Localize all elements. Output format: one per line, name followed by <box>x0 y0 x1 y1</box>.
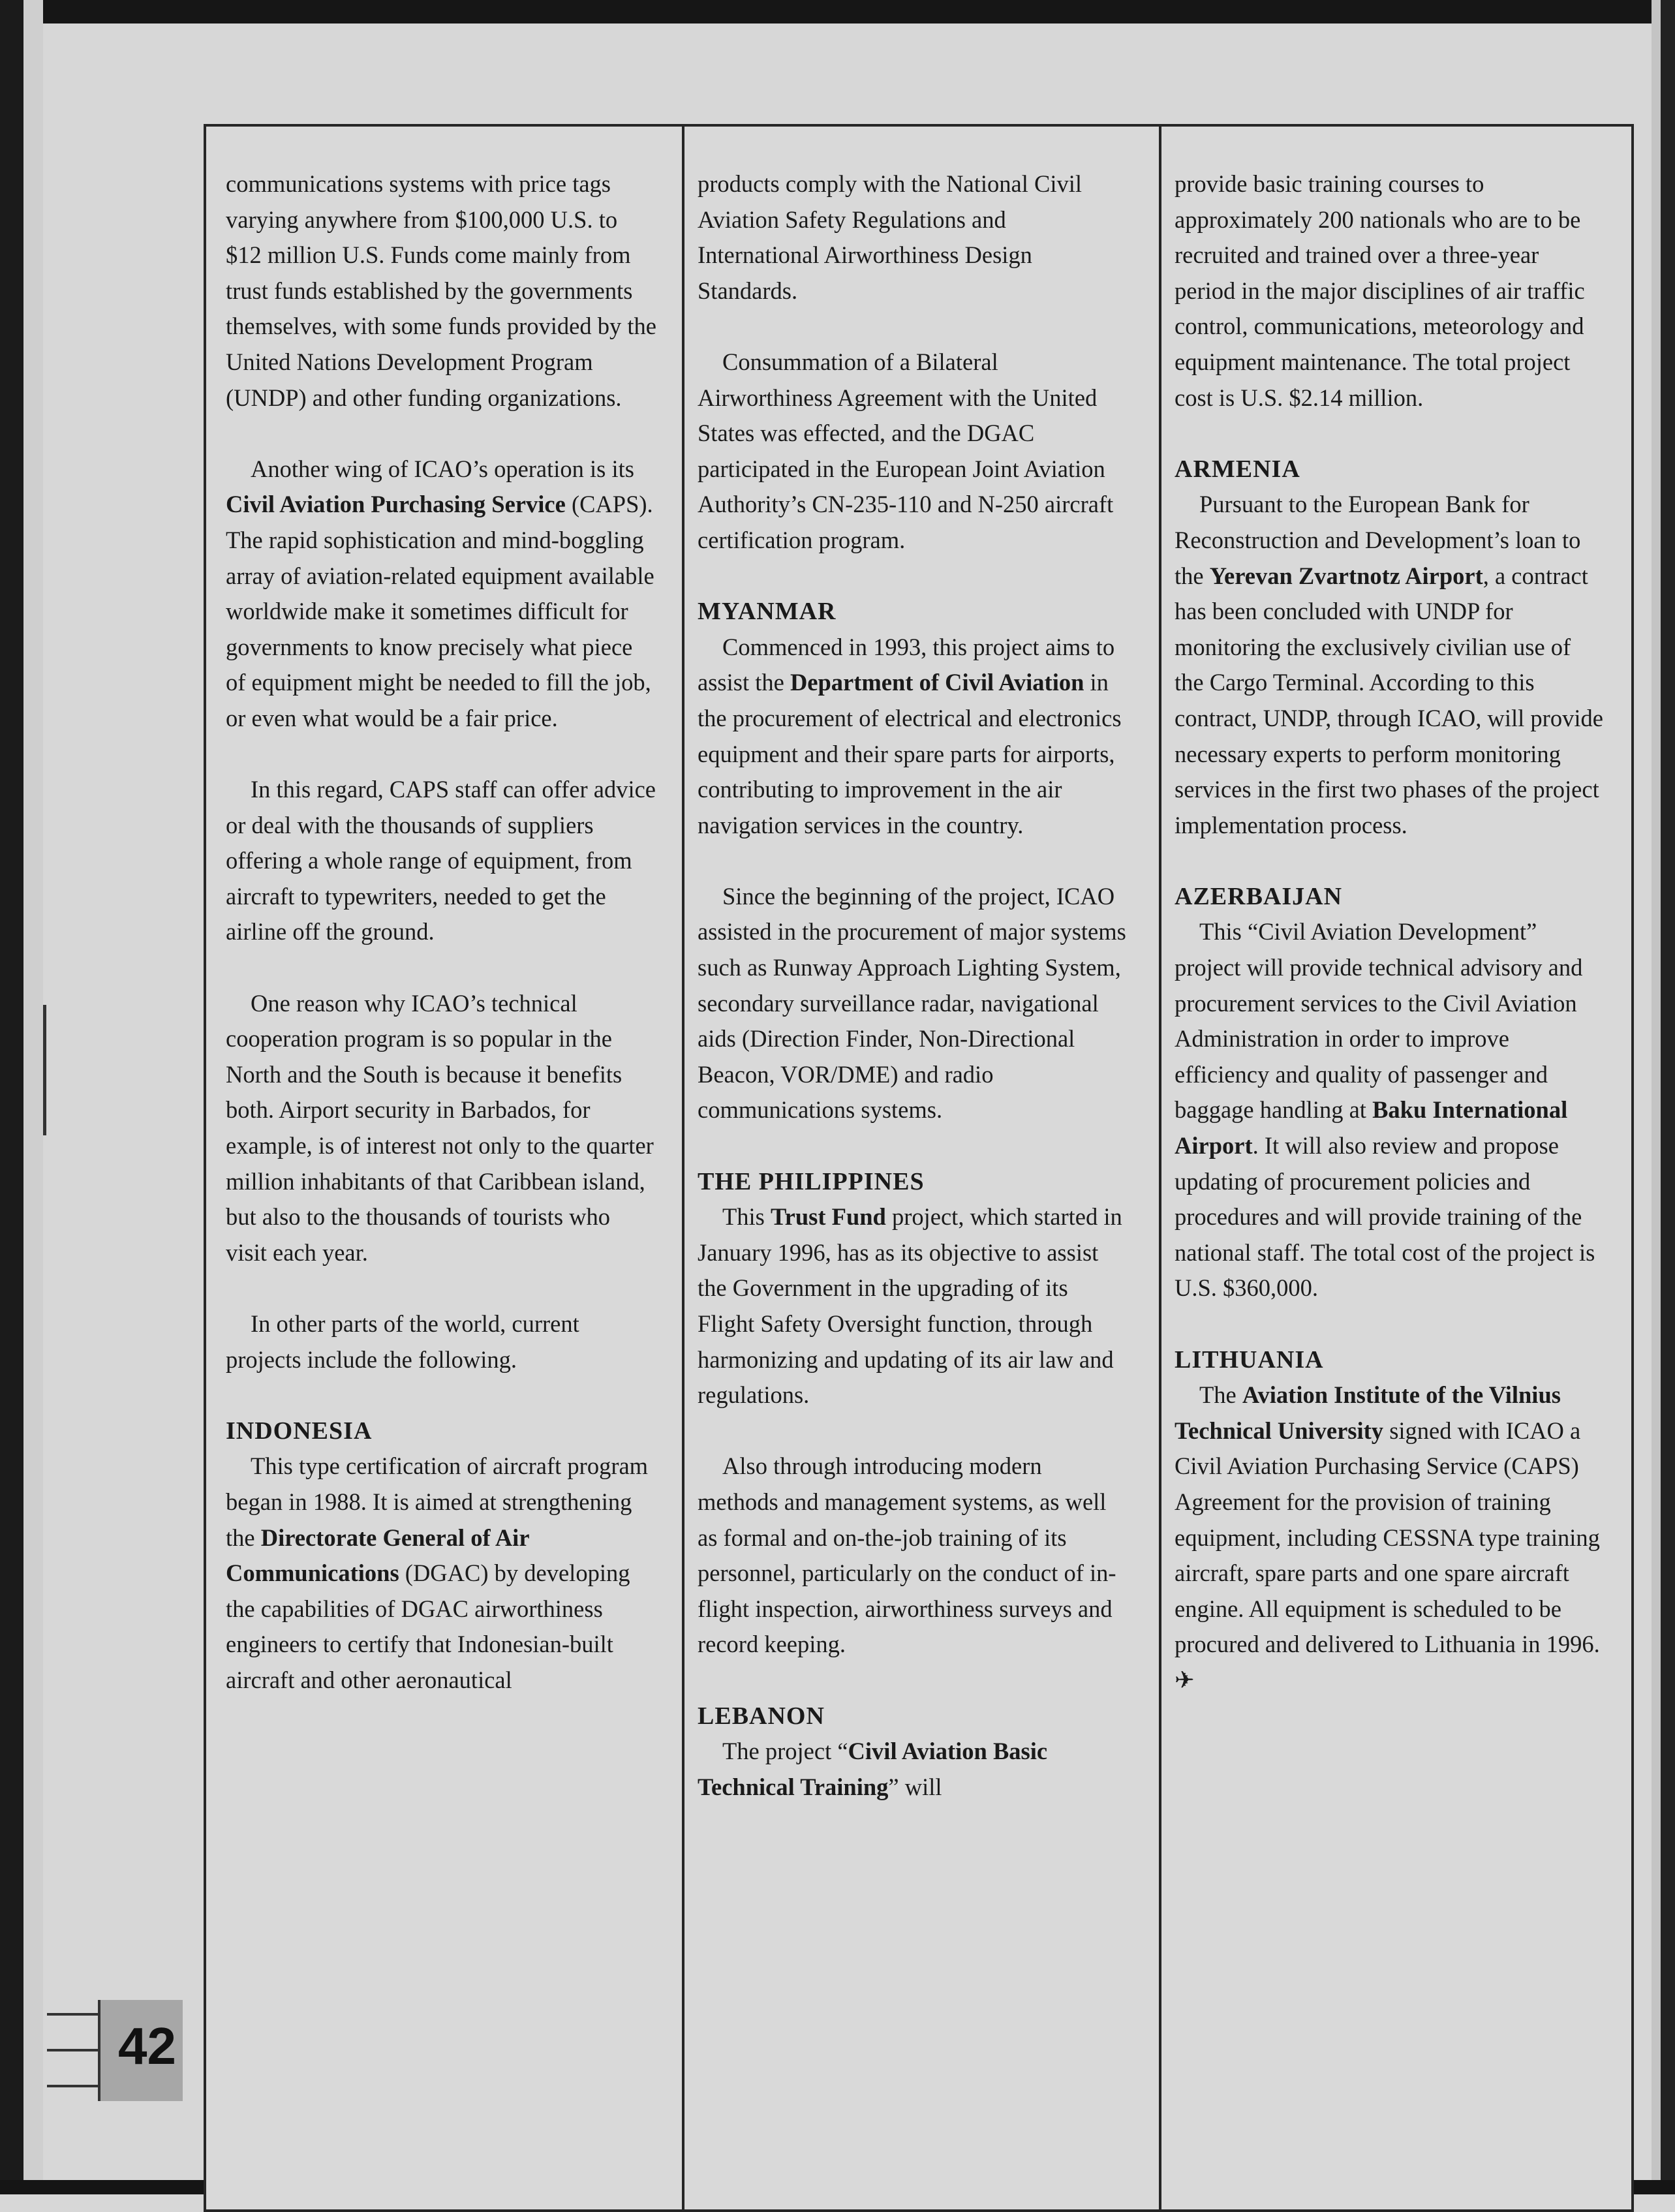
text-column-2 <box>698 166 1128 1805</box>
airplane-icon: ✈ <box>1175 1666 1195 1693</box>
binding-mark <box>43 1005 46 1135</box>
paragraph: This type certification of aircraft program began in 1988. It is aimed at strengthening the Directorate General of Air Communications (DGAC) by developing the capabilities of DGAC airworthiness engineers to certify that Indonesian-built aircraft and other aeronautical <box>226 1452 649 1693</box>
paragraph: This Trust Fund project, which started in January 1996, has as its objective to assist the Government in the upgrading of its Flight Safety Oversight function, through harmonizing and updating of its air law and regulations. <box>698 1203 1122 1409</box>
paragraph: Since the beginning of the project, ICAO assisted in the procurement of major systems such as Runway Approach Lighting System, secondary surveillance radar, navigational aids (Direction Finder, Non-Directional Beacon, VOR/DME) and radio communications systems. <box>698 882 1126 1124</box>
paragraph: Another wing of ICAO’s operation is its Civil Aviation Purchasing Service (CAPS). The rapid sophistication and mind-boggling array of aviation-related equipment available worldwide make it sometimes difficult for governments to know precisely what piece of equipment might be needed to fill the job, or even what would be a fair price. <box>226 455 654 731</box>
bold-term: Department of Civil Aviation <box>790 669 1084 696</box>
column-divider <box>1159 124 1161 2212</box>
paragraph: The Aviation Institute of the Vilnius Technical University signed with ICAO a Civil Aviation Purchasing Service (CAPS) Agreement for the provision of training equipment, including CESSNA type training aircraft, spare parts and one spare aircraft engine. All equipment is scheduled to be procured and delivered to Lithuania in 1996. ✈ <box>1175 1381 1600 1693</box>
margin-rule <box>47 2013 98 2016</box>
scan-left-edge <box>0 0 23 2194</box>
page-number: 42 <box>118 2017 176 2075</box>
section-heading: INDONESIA <box>226 1417 373 1445</box>
paragraph: The project “Civil Aviation Basic Technical Training” will <box>698 1738 1048 1800</box>
scan-right-edge <box>1661 0 1675 2194</box>
paragraph: In other parts of the world, current projects include the following. <box>226 1310 579 1373</box>
bold-term: Baku International Airport <box>1175 1096 1568 1160</box>
text-column-1 <box>226 166 656 1698</box>
paragraph: communications systems with price tags varying anywhere from $100,000 U.S. to $12 million U.S. Funds come mainly from trust funds established by the governments themselves, with some funds provided by the United Nations Development Program (UNDP) and other funding organizations. <box>226 170 656 411</box>
section-heading: LEBANON <box>698 1702 825 1730</box>
bold-term: Yerevan Zvartnotz Airport <box>1209 562 1483 589</box>
bold-term: Trust Fund <box>771 1203 886 1231</box>
paragraph: products comply with the National Civil Aviation Safety Regulations and International Airworthiness Design Standards. <box>698 170 1082 304</box>
section-heading: THE PHILIPPINES <box>698 1167 925 1195</box>
margin-rule <box>47 2085 98 2087</box>
margin-rule <box>47 2049 98 2051</box>
paragraph: This “Civil Aviation Development” project will provide technical advisory and procurement services to the Civil Aviation Administration in order to improve efficiency and quality of passenger and baggage handling at Baku International Airport. It will also review and propose updating of procurement policies and procedures and will provide training of the national staff. The total cost of the project is U.S. $360,000. <box>1175 918 1595 1302</box>
paragraph: Pursuant to the European Bank for Reconstruction and Development’s loan to the Yerevan Zvartnotz Airport, a contract has been concluded with UNDP for monitoring the exclusively civilian use of the Cargo Terminal. According to this contract, UNDP, through ICAO, will provide necessary experts to perform monitoring services in the first two phases of the project implementation process. <box>1175 491 1603 838</box>
paragraph: In this regard, CAPS staff can offer advice or deal with the thousands of suppliers offering a whole range of equipment, from aircraft to typewriters, needed to get the airline off the ground. <box>226 776 656 945</box>
section-heading: MYANMAR <box>698 598 837 626</box>
paragraph: Consummation of a Bilateral Airworthiness Agreement with the United States was effected, and the DGAC participated in the European Joint Aviation Authority’s CN-235-110 and N-250 aircraft certification program. <box>698 348 1114 553</box>
section-heading: LITHUANIA <box>1175 1345 1324 1374</box>
scan-left-margin <box>23 0 43 2194</box>
text-column-3 <box>1175 166 1605 1698</box>
bold-term: Directorate General of Air Communications <box>226 1524 529 1587</box>
section-heading: ARMENIA <box>1175 455 1300 483</box>
scan-top-edge <box>0 0 1675 23</box>
paragraph: Also through introducing modern methods and management systems, as well as formal and on-the-job training of its personnel, particularly on the conduct of in-flight inspection, airworthiness surveys and record keeping. <box>698 1452 1116 1658</box>
paragraph: One reason why ICAO’s technical cooperation program is so popular in the North and the South is because it benefits both. Airport security in Barbados, for example, is of interest not only to the quarter million inhabitants of that Caribbean island, but also to the thousands of tourists who visit each year. <box>226 989 654 1266</box>
bold-term: Civil Aviation Basic Technical Training <box>698 1738 1048 1800</box>
section-heading: AZERBAIJAN <box>1175 882 1343 910</box>
paragraph: provide basic training courses to approximately 200 nationals who are to be recruited and trained over a three-year period in the major disciplines of air traffic control, communications, meteorology and equipment maintenance. The total project cost is U.S. $2.14 million. <box>1175 170 1585 411</box>
paragraph: Commenced in 1993, this project aims to assist the Department of Civil Aviation in the procurement of electrical and electronics equipment and their spare parts for airports, contributing to improvement in the air navigation services in the country. <box>698 633 1122 838</box>
bold-term: Civil Aviation Purchasing Service <box>226 491 566 518</box>
column-divider <box>682 124 684 2212</box>
bold-term: Aviation Institute of the Vilnius Technical University <box>1175 1381 1561 1444</box>
scan-right-margin <box>1652 0 1661 2194</box>
